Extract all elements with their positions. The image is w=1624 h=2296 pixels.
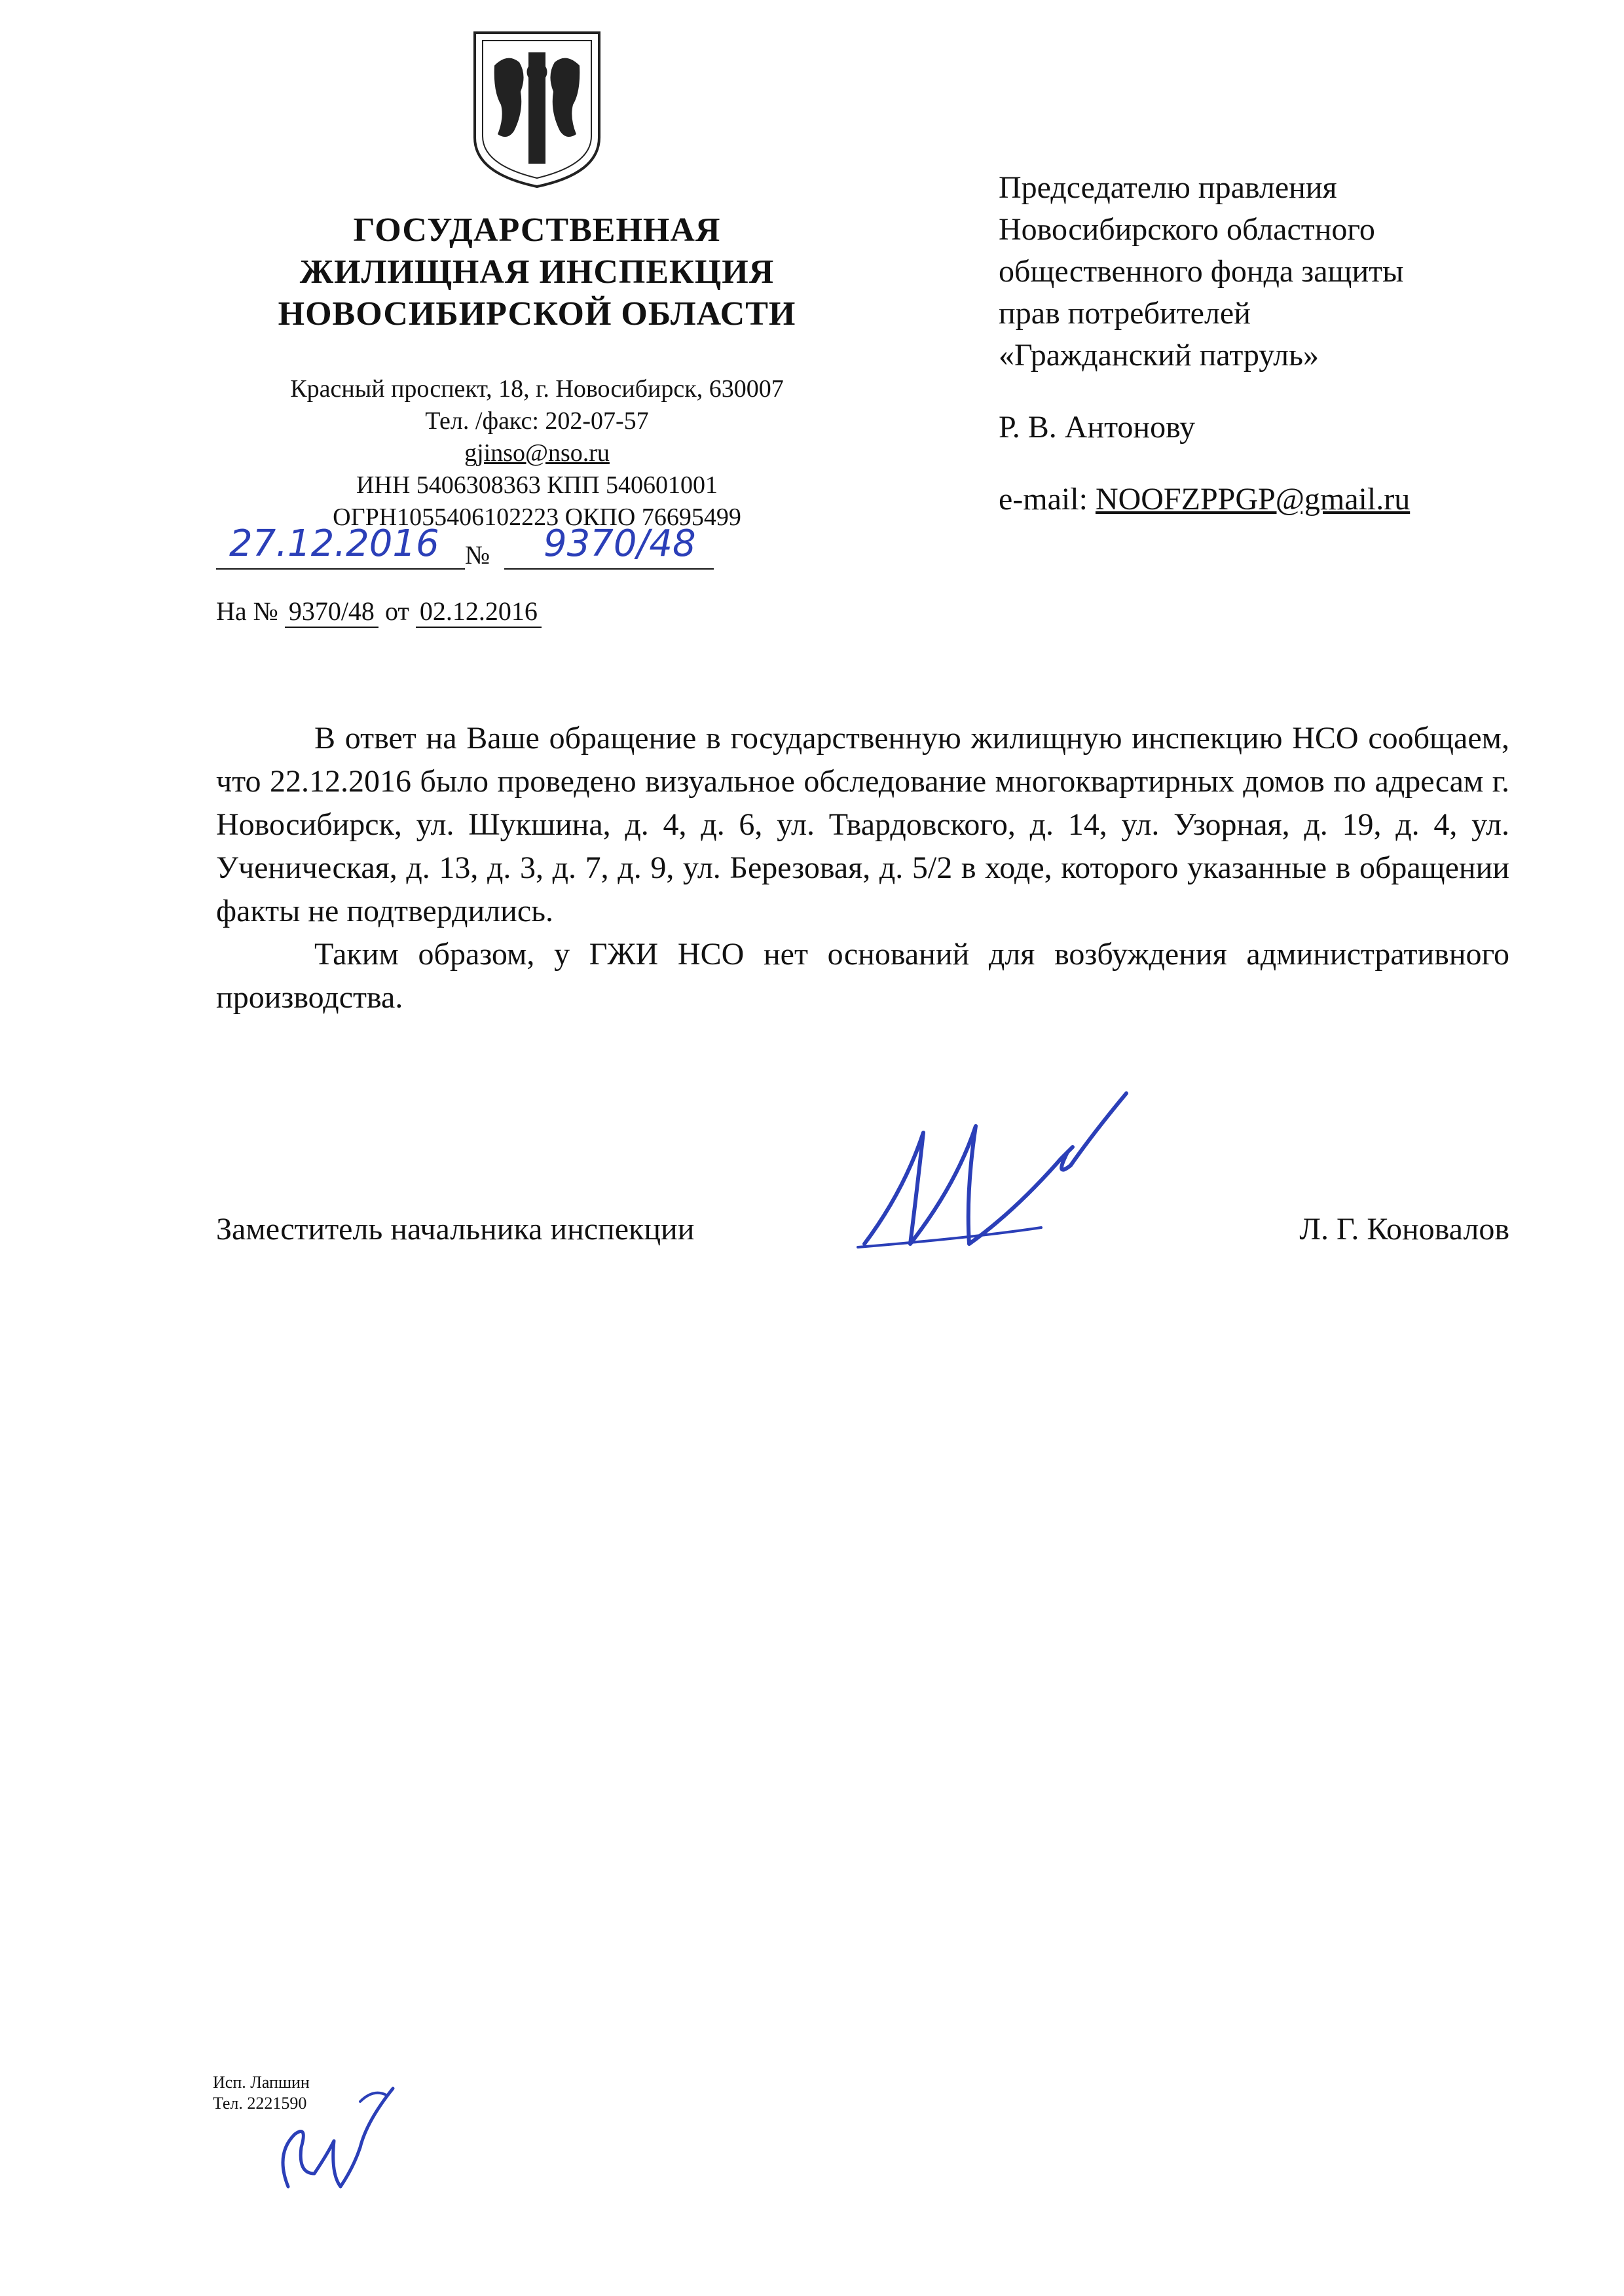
body-paragraph-1: В ответ на Ваше обращение в государственную жилищную инспекцию НСО сообщаем, что 22.12.2016 было проведено визуальное обследование многоквартирных домов по адресам г. Новосибирск, ул. Шукшина, д. 4, д. 6, ул. Твардовского, д. 14, ул. Узорная, д. 19, д. 4, ул. Ученическая, д. 13, д. 3, д. 7, д. 9, ул. Березовая, д. 5/2 в ходе, которого указанные в обращении факты не подтвердились. — [216, 721, 1509, 928]
sender-email-link[interactable]: gjinso@nso.ru — [464, 439, 610, 467]
reply-date: 02.12.2016 — [416, 596, 542, 628]
sender-organization — [190, 210, 884, 335]
addressee-line-1: Председателю правления — [999, 170, 1337, 205]
registration-number-handwritten: 9370/48 — [544, 522, 696, 565]
body-paragraph-2: Таким образом, у ГЖИ НСО нет оснований для возбуждения административного производства. — [216, 937, 1509, 1015]
registration-number-sign: № — [465, 540, 490, 570]
sender-contacts — [190, 373, 884, 534]
coat-of-arms-emblem — [468, 26, 606, 190]
registration-date-handwritten: 27.12.2016 — [229, 522, 439, 565]
sender-ogrn-okpo: ОГРН1055406102223 ОКПО 76695499 — [333, 503, 741, 531]
sender-address: Красный проспект, 18, г. Новосибирск, 630007 — [290, 375, 784, 403]
org-name-line-3: НОВОСИБИРСКОЙ ОБЛАСТИ — [278, 295, 796, 333]
signatory-name: Л. Г. Коновалов — [1299, 1212, 1509, 1247]
addressee-block — [999, 167, 1575, 520]
addressee-line-5: «Гражданский патруль» — [999, 338, 1320, 373]
addressee-line-2: Новосибирского областного — [999, 212, 1375, 247]
sender-phone: Тел. /факс: 202-07-57 — [425, 407, 649, 435]
addressee-email-label: e-mail: — [999, 482, 1088, 517]
reply-from-label: от — [384, 596, 409, 626]
sender-inn-kpp: ИНН 5406308363 КПП 540601001 — [356, 471, 718, 499]
reply-to-line — [216, 596, 542, 628]
addressee-name: Р. В. Антонову — [999, 410, 1196, 445]
addressee-email-link[interactable]: NOOFZPPGP@gmail.ru — [1095, 482, 1411, 517]
addressee-line-3: общественного фонда защиты — [999, 254, 1404, 289]
executor-name: Исп. Лапшин — [213, 2073, 310, 2092]
executor-phone: Тел. 2221590 — [213, 2094, 307, 2113]
handwritten-initials — [262, 2075, 399, 2213]
org-name-line-2: ЖИЛИЩНАЯ ИНСПЕКЦИЯ — [299, 253, 775, 291]
registration-line — [216, 522, 740, 570]
org-name-line-1: ГОСУДАРСТВЕННАЯ — [353, 211, 721, 249]
addressee-email-row — [999, 479, 1575, 520]
signatory-title: Заместитель начальника инспекции — [216, 1212, 695, 1247]
handwritten-signature — [845, 1080, 1159, 1264]
addressee-line-4: прав потребителей — [999, 296, 1251, 331]
reply-number: 9370/48 — [285, 596, 378, 628]
reply-prefix: На № — [216, 596, 278, 626]
letter-body — [216, 717, 1509, 1019]
